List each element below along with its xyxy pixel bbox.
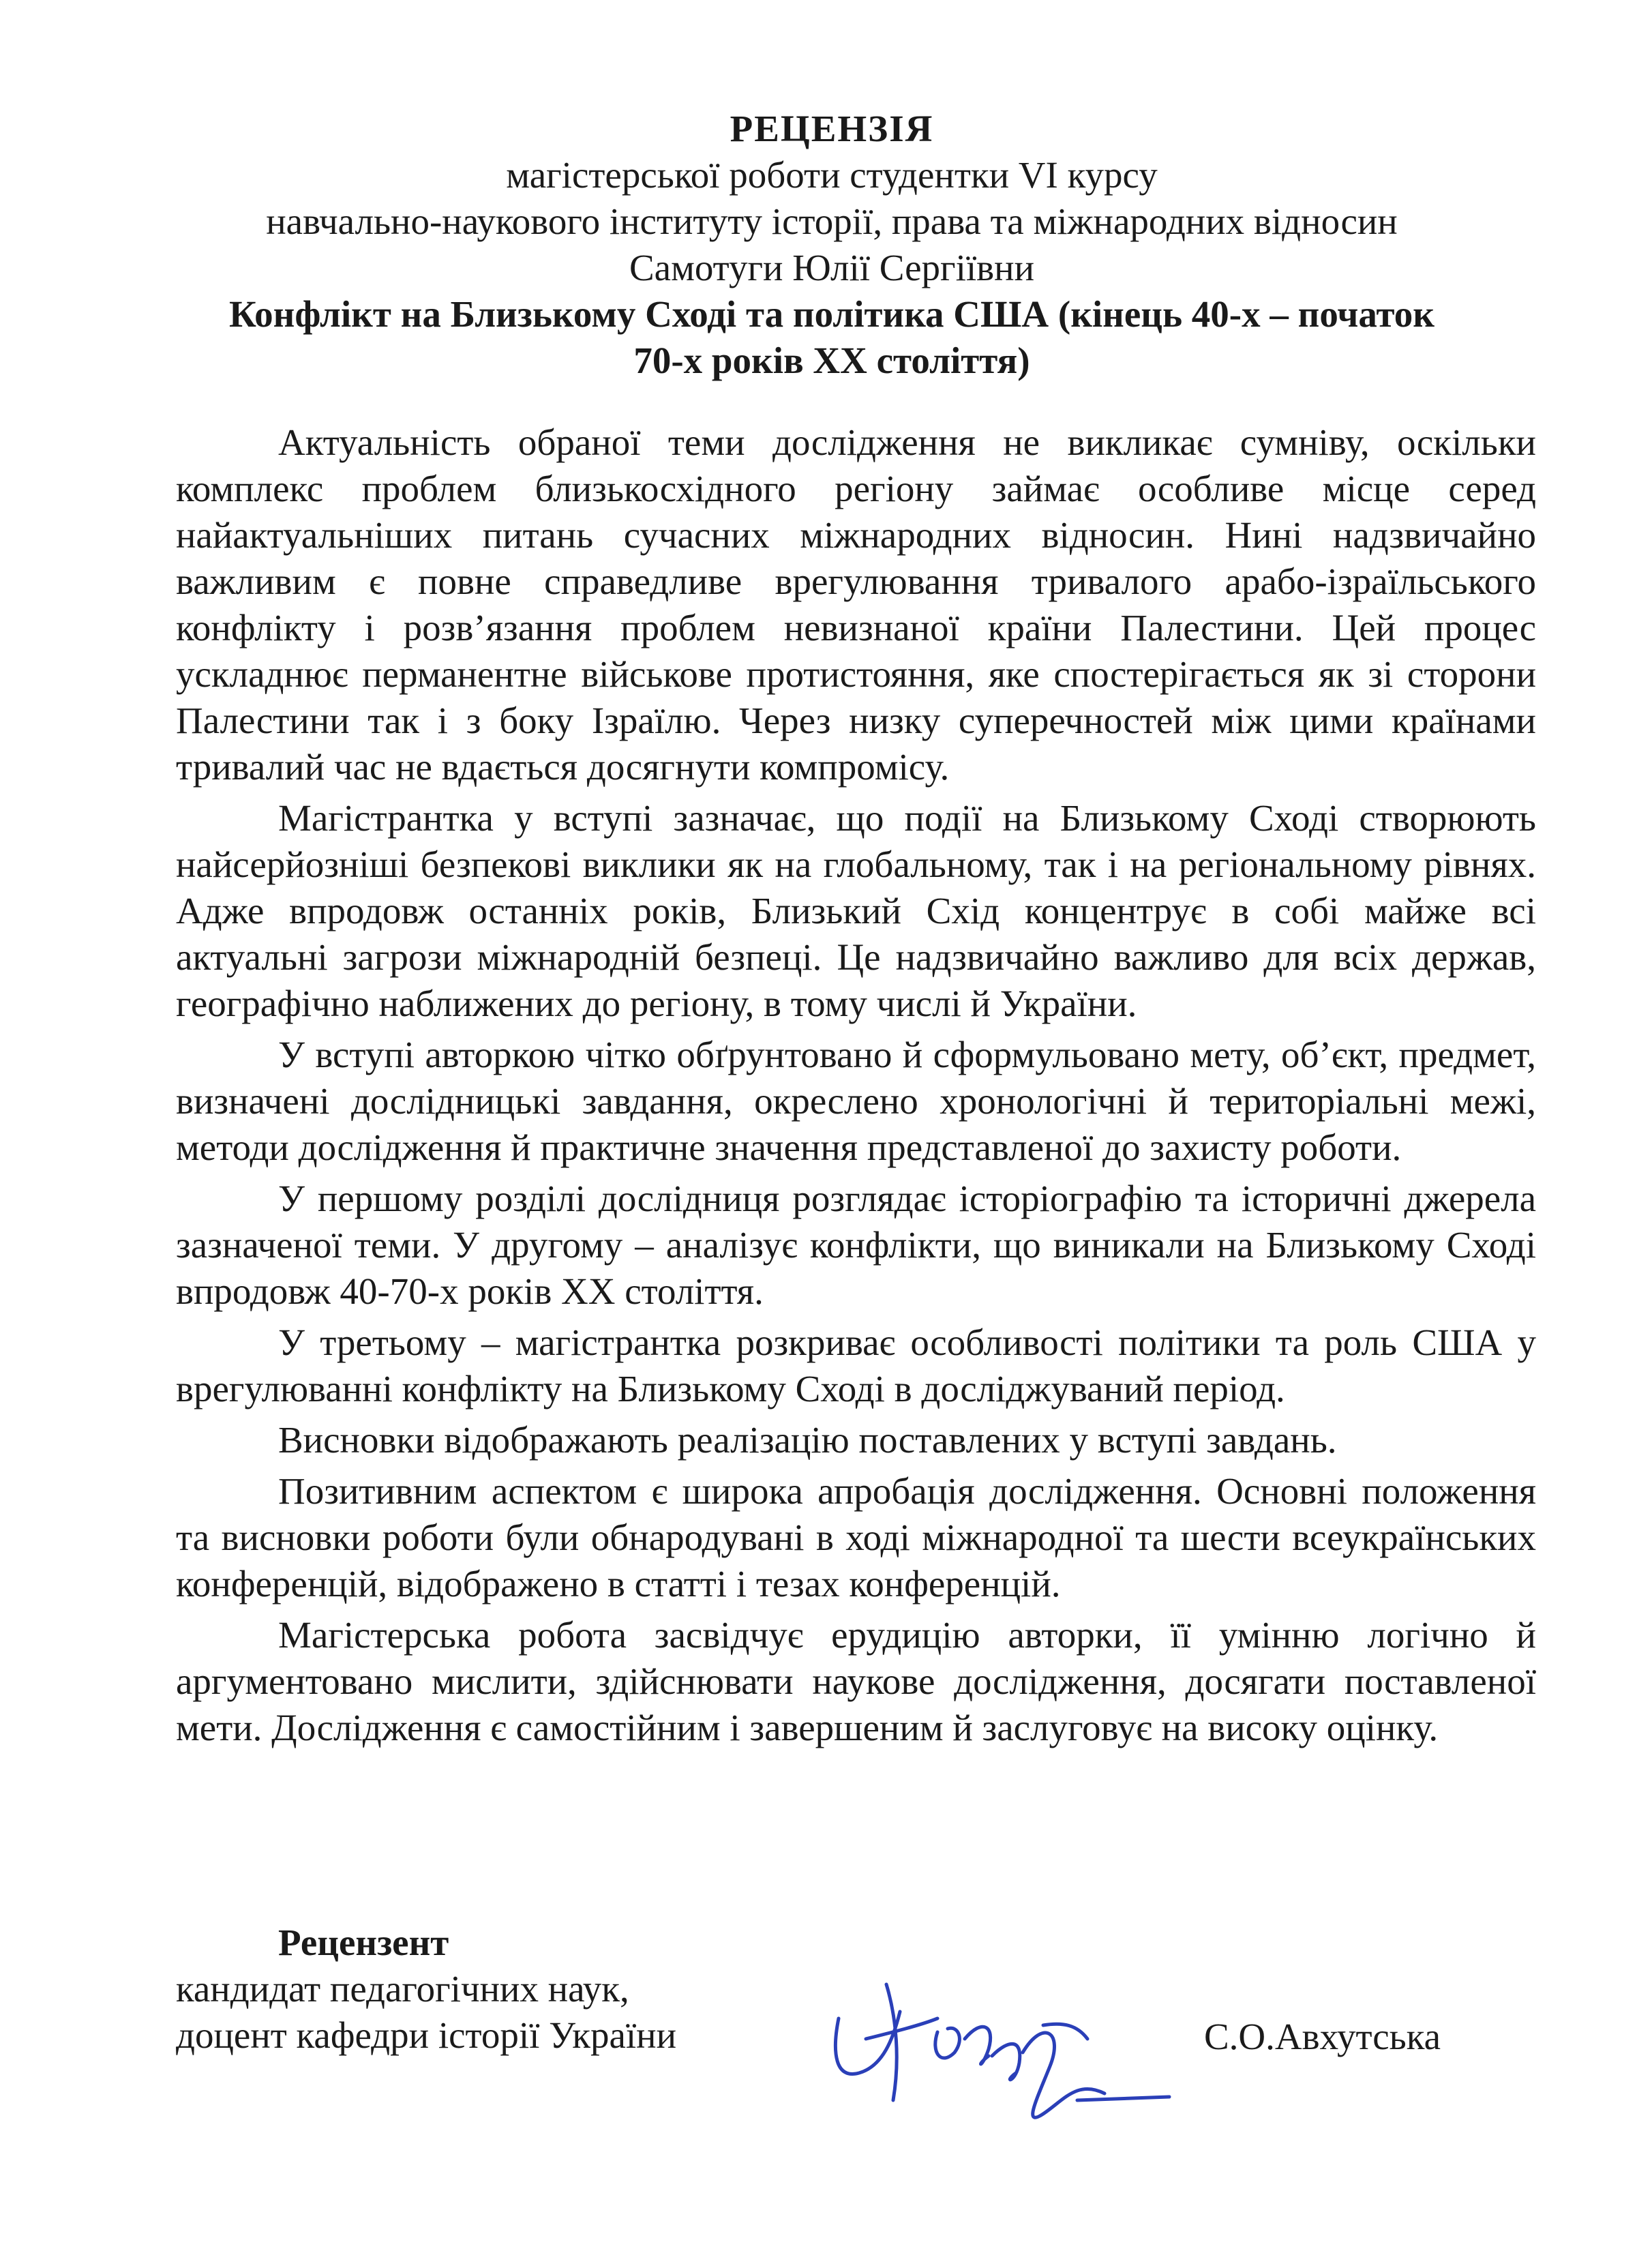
reviewer-degree: кандидат педагогічних наук, [176, 1968, 629, 2010]
review-body [176, 419, 1536, 1756]
paragraph: Актуальність обраної теми дослідження не викликає сумніву, оскільки комплекс проблем близькосхідного регіону займає особливе місце серед найактуальніших питань сучасних міжнародних відносин. Нині надзвичайно важливим є повне справедливе врегулювання тривалого арабо-ізраїльського конфлікту і розв’язання проблем невизнаної країни Палестини. Цей процес ускладнює перманентне військове протистояння, яке спостерігається як зі сторони Палестини так і з боку Ізраїлю. Через низку суперечностей між цими країнами тривалий час не вдається досягнути компромісу. [176, 421, 1536, 788]
document-title: РЕЦЕНЗІЯ [730, 108, 934, 149]
thesis-topic-line-1: Конфлікт на Близькому Сході та політика США (кінець 40-х – початок [229, 293, 1435, 335]
paragraph: Магістерська робота засвідчує ерудицію авторки, її умінню логічно й аргументовано мислити, здійснювати наукове дослідження, досягати поставленої мети. Дослідження є самостійним і завершеним й заслуговує на високу оцінку. [176, 1614, 1536, 1748]
paragraph: Позитивним аспектом є широка апробація дослідження. Основні положення та висновки роботи були обнародувані в ході міжнародної та шести всеукраїнських конференцій, відображено в статті і тезах конференцій. [176, 1470, 1536, 1605]
header-line-1: магістерської роботи студентки VI курсу [506, 154, 1158, 196]
paragraph: Магістрантка у вступі зазначає, що події на Близькому Сході створюють найсерйозніші безпекові виклики як на глобальному, так і на регіональному рівнях. Адже впродовж останніх років, Близький Схід концентрує в собі майже всі актуальні загрози міжнародній безпеці. Це надзвичайно важливо для всіх держав, географічно наближених до регіону, в тому числі й України. [176, 797, 1536, 1024]
reviewer-heading: Рецензент [278, 1922, 449, 1963]
paragraph: Висновки відображають реалізацію поставлених у вступі завдань. [278, 1419, 1337, 1461]
handwritten-signature [818, 1937, 1173, 2162]
header-line-3: Самотуги Юлії Сергіївни [629, 247, 1035, 288]
document-header [164, 106, 1500, 384]
paragraph: У вступі авторкою чітко обґрунтовано й сформульовано мету, об’єкт, предмет, визначені дослідницькі завдання, окреслено хронологічні й територіальні межі, методи дослідження й практичне значення представленої до захисту роботи. [176, 1034, 1536, 1168]
paragraph: У третьому – магістрантка розкриває особливості політики та роль США у врегулюванні конфлікту на Близькому Сході в досліджуваний період. [176, 1322, 1536, 1409]
reviewer-position: доцент кафедри історії України [176, 2014, 677, 2056]
reviewer-name: С.О.Авхутська [1204, 2016, 1441, 2057]
header-line-2: навчально-наукового інституту історії, права та міжнародних відносин [266, 200, 1398, 242]
thesis-topic-line-2: 70-х років ХХ століття) [633, 340, 1030, 381]
paragraph: У першому розділі дослідниця розглядає історіографію та історичні джерела зазначеної теми. У другому – аналізує конфлікти, що виникали на Близькому Сході впродовж 40-70-х років ХХ століття. [176, 1178, 1536, 1312]
